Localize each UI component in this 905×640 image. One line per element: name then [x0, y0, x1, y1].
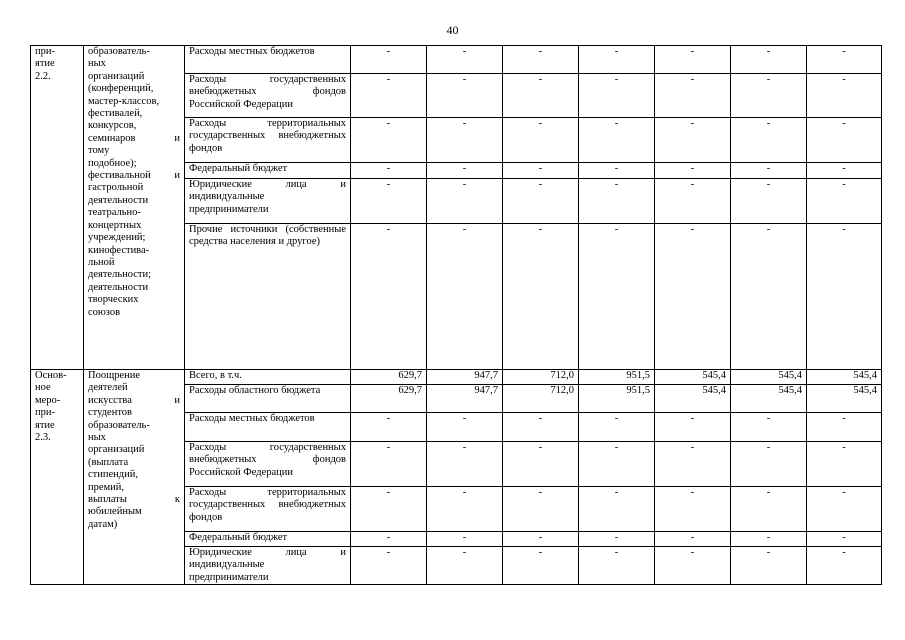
value-cell: - — [351, 413, 427, 442]
event-name-line: юбилейным — [88, 506, 142, 518]
value-cell: - — [655, 118, 731, 163]
value-cell: - — [427, 532, 503, 547]
value-cell: - — [655, 413, 731, 442]
event-label-line: ятие — [35, 58, 55, 70]
value-cell: - — [351, 224, 427, 370]
value-cell: - — [427, 179, 503, 224]
value-cell: - — [427, 74, 503, 118]
event-label-line: 2.2. — [35, 70, 51, 82]
value-cell: 712,0 — [503, 370, 579, 385]
value-cell: - — [807, 442, 882, 487]
event-name-line: фестивальной и — [88, 170, 180, 182]
value-cell: - — [579, 413, 655, 442]
event-label — [31, 46, 84, 370]
value-cell: - — [807, 224, 882, 370]
value-cell: - — [655, 179, 731, 224]
value-cell: - — [655, 163, 731, 179]
value-cell: 545,4 — [807, 370, 882, 385]
budget-table-body — [31, 46, 882, 585]
value-cell: - — [427, 46, 503, 74]
event-name-line: премий, — [88, 481, 125, 493]
value-cell: - — [655, 487, 731, 532]
event-name-line: деятелей — [88, 382, 128, 394]
event-label-line: ятие — [35, 419, 55, 431]
value-cell: - — [579, 179, 655, 224]
event-name-line: организаций — [88, 444, 145, 456]
value-cell: - — [503, 163, 579, 179]
event-name-line: мастер-классов, — [88, 95, 160, 107]
value-cell: - — [427, 413, 503, 442]
value-cell: - — [351, 74, 427, 118]
event-name-line: ных — [88, 432, 106, 444]
funding-source: Прочие источники (собственные средства населения и другое) — [185, 224, 351, 370]
event-name-line: Поощрение — [88, 370, 140, 381]
value-cell: - — [731, 46, 807, 74]
event-name-line: деятельности — [88, 281, 149, 293]
value-cell: - — [579, 118, 655, 163]
value-cell: - — [351, 179, 427, 224]
value-cell: - — [427, 224, 503, 370]
event-name-line: театрально- — [88, 207, 141, 219]
event-label-line: меро- — [35, 394, 61, 406]
value-cell: - — [503, 224, 579, 370]
event-name-line: (конференций, — [88, 83, 154, 95]
event-label-line: ное — [35, 382, 51, 394]
value-cell: - — [427, 442, 503, 487]
event-name-line: деятельности — [88, 194, 149, 206]
value-cell: - — [579, 547, 655, 585]
value-cell: - — [579, 163, 655, 179]
funding-source: Расходы областного бюджета — [185, 385, 351, 413]
funding-source: Федеральный бюджет — [185, 163, 351, 179]
funding-source: Юридические лица и индивидуальные предприниматели — [185, 179, 351, 224]
value-cell: - — [807, 487, 882, 532]
event-name-line: образователь- — [88, 46, 150, 57]
value-cell: 629,7 — [351, 385, 427, 413]
value-cell: - — [807, 74, 882, 118]
value-cell: - — [655, 442, 731, 487]
value-cell: - — [655, 74, 731, 118]
event-name-line: искусства и — [88, 394, 180, 406]
value-cell: - — [427, 163, 503, 179]
event-name-line: семинаров и — [88, 132, 180, 144]
value-cell: 951,5 — [579, 370, 655, 385]
value-cell: - — [503, 179, 579, 224]
value-cell: - — [731, 532, 807, 547]
value-cell: - — [503, 74, 579, 118]
value-cell: - — [731, 179, 807, 224]
event-name-line: образователь- — [88, 419, 150, 431]
value-cell: - — [351, 118, 427, 163]
value-cell: - — [579, 442, 655, 487]
value-cell: - — [351, 532, 427, 547]
funding-source: Расходы территориальных государственных внебюджетных фондов — [185, 487, 351, 532]
funding-source: Всего, в т.ч. — [185, 370, 351, 385]
value-cell: - — [807, 532, 882, 547]
event-name-line: гастрольной — [88, 182, 144, 194]
event-name-line: датам) — [88, 518, 118, 530]
event-label-line: Основ- — [35, 370, 67, 381]
event-label — [31, 370, 84, 585]
table-row — [31, 370, 882, 385]
value-cell: 545,4 — [731, 370, 807, 385]
value-cell: - — [807, 547, 882, 585]
value-cell: 545,4 — [807, 385, 882, 413]
event-name-line: фестивалей, — [88, 108, 143, 120]
event-name-line: выплаты к — [88, 494, 180, 506]
event-name-line: организаций — [88, 70, 145, 82]
value-cell: - — [731, 442, 807, 487]
value-cell: - — [579, 532, 655, 547]
value-cell: - — [731, 163, 807, 179]
value-cell: - — [731, 547, 807, 585]
event-name-line: концертных — [88, 219, 142, 231]
value-cell: - — [351, 442, 427, 487]
value-cell: - — [807, 163, 882, 179]
value-cell: - — [655, 532, 731, 547]
value-cell: - — [731, 118, 807, 163]
value-cell: 947,7 — [427, 385, 503, 413]
value-cell: - — [503, 118, 579, 163]
budget-table — [30, 45, 882, 585]
value-cell: - — [731, 413, 807, 442]
value-cell: - — [731, 74, 807, 118]
value-cell: - — [579, 487, 655, 532]
value-cell: - — [351, 163, 427, 179]
table-row — [31, 46, 882, 74]
value-cell: 545,4 — [655, 385, 731, 413]
value-cell: - — [655, 224, 731, 370]
value-cell: - — [351, 487, 427, 532]
funding-source: Расходы государственных внебюджетных фондов Российской Федерации — [185, 442, 351, 487]
funding-source: Расходы местных бюджетов — [185, 413, 351, 442]
value-cell: - — [807, 46, 882, 74]
value-cell: - — [807, 413, 882, 442]
value-cell: - — [579, 74, 655, 118]
event-name-line: учреждений; — [88, 232, 146, 244]
funding-source: Федеральный бюджет — [185, 532, 351, 547]
value-cell: 545,4 — [655, 370, 731, 385]
value-cell: - — [503, 413, 579, 442]
value-cell: - — [807, 179, 882, 224]
event-name — [84, 370, 185, 585]
value-cell: - — [427, 547, 503, 585]
event-name-line: деятельности; — [88, 269, 152, 281]
value-cell: - — [503, 532, 579, 547]
value-cell: - — [503, 442, 579, 487]
value-cell: 951,5 — [579, 385, 655, 413]
value-cell: - — [351, 46, 427, 74]
value-cell: - — [655, 46, 731, 74]
value-cell: 629,7 — [351, 370, 427, 385]
value-cell: - — [731, 224, 807, 370]
event-name-line: союзов — [88, 306, 121, 318]
event-name-line: стипендий, — [88, 469, 138, 481]
event-name-line: тому — [88, 145, 110, 157]
value-cell: - — [731, 487, 807, 532]
event-name-line: льной — [88, 256, 115, 268]
value-cell: 545,4 — [731, 385, 807, 413]
funding-source: Расходы местных бюджетов — [185, 46, 351, 74]
funding-source: Юридические лица и индивидуальные предприниматели — [185, 547, 351, 585]
event-name-line: ных — [88, 58, 106, 70]
event-label-line: при- — [35, 46, 55, 57]
funding-source: Расходы государственных внебюджетных фондов Российской Федерации — [185, 74, 351, 118]
value-cell: - — [579, 46, 655, 74]
value-cell: 947,7 — [427, 370, 503, 385]
value-cell: - — [807, 118, 882, 163]
value-cell: - — [351, 547, 427, 585]
event-name-line: конкурсов, — [88, 120, 137, 132]
event-name-line: студентов — [88, 407, 132, 419]
page-number: 40 — [446, 23, 459, 37]
value-cell: - — [655, 547, 731, 585]
event-name-line: творческих — [88, 294, 139, 306]
funding-source: Расходы территориальных государственных внебюджетных фондов — [185, 118, 351, 163]
value-cell: - — [427, 118, 503, 163]
event-label-line: при- — [35, 407, 55, 419]
event-name — [84, 46, 185, 370]
value-cell: - — [427, 487, 503, 532]
event-name-line: (выплата — [88, 456, 129, 468]
value-cell: - — [503, 487, 579, 532]
value-cell: 712,0 — [503, 385, 579, 413]
value-cell: - — [503, 547, 579, 585]
event-name-line: подобное); — [88, 157, 137, 169]
event-name-line: кинофестива- — [88, 244, 150, 256]
value-cell: - — [579, 224, 655, 370]
value-cell: - — [503, 46, 579, 74]
event-label-line: 2.3. — [35, 432, 51, 444]
